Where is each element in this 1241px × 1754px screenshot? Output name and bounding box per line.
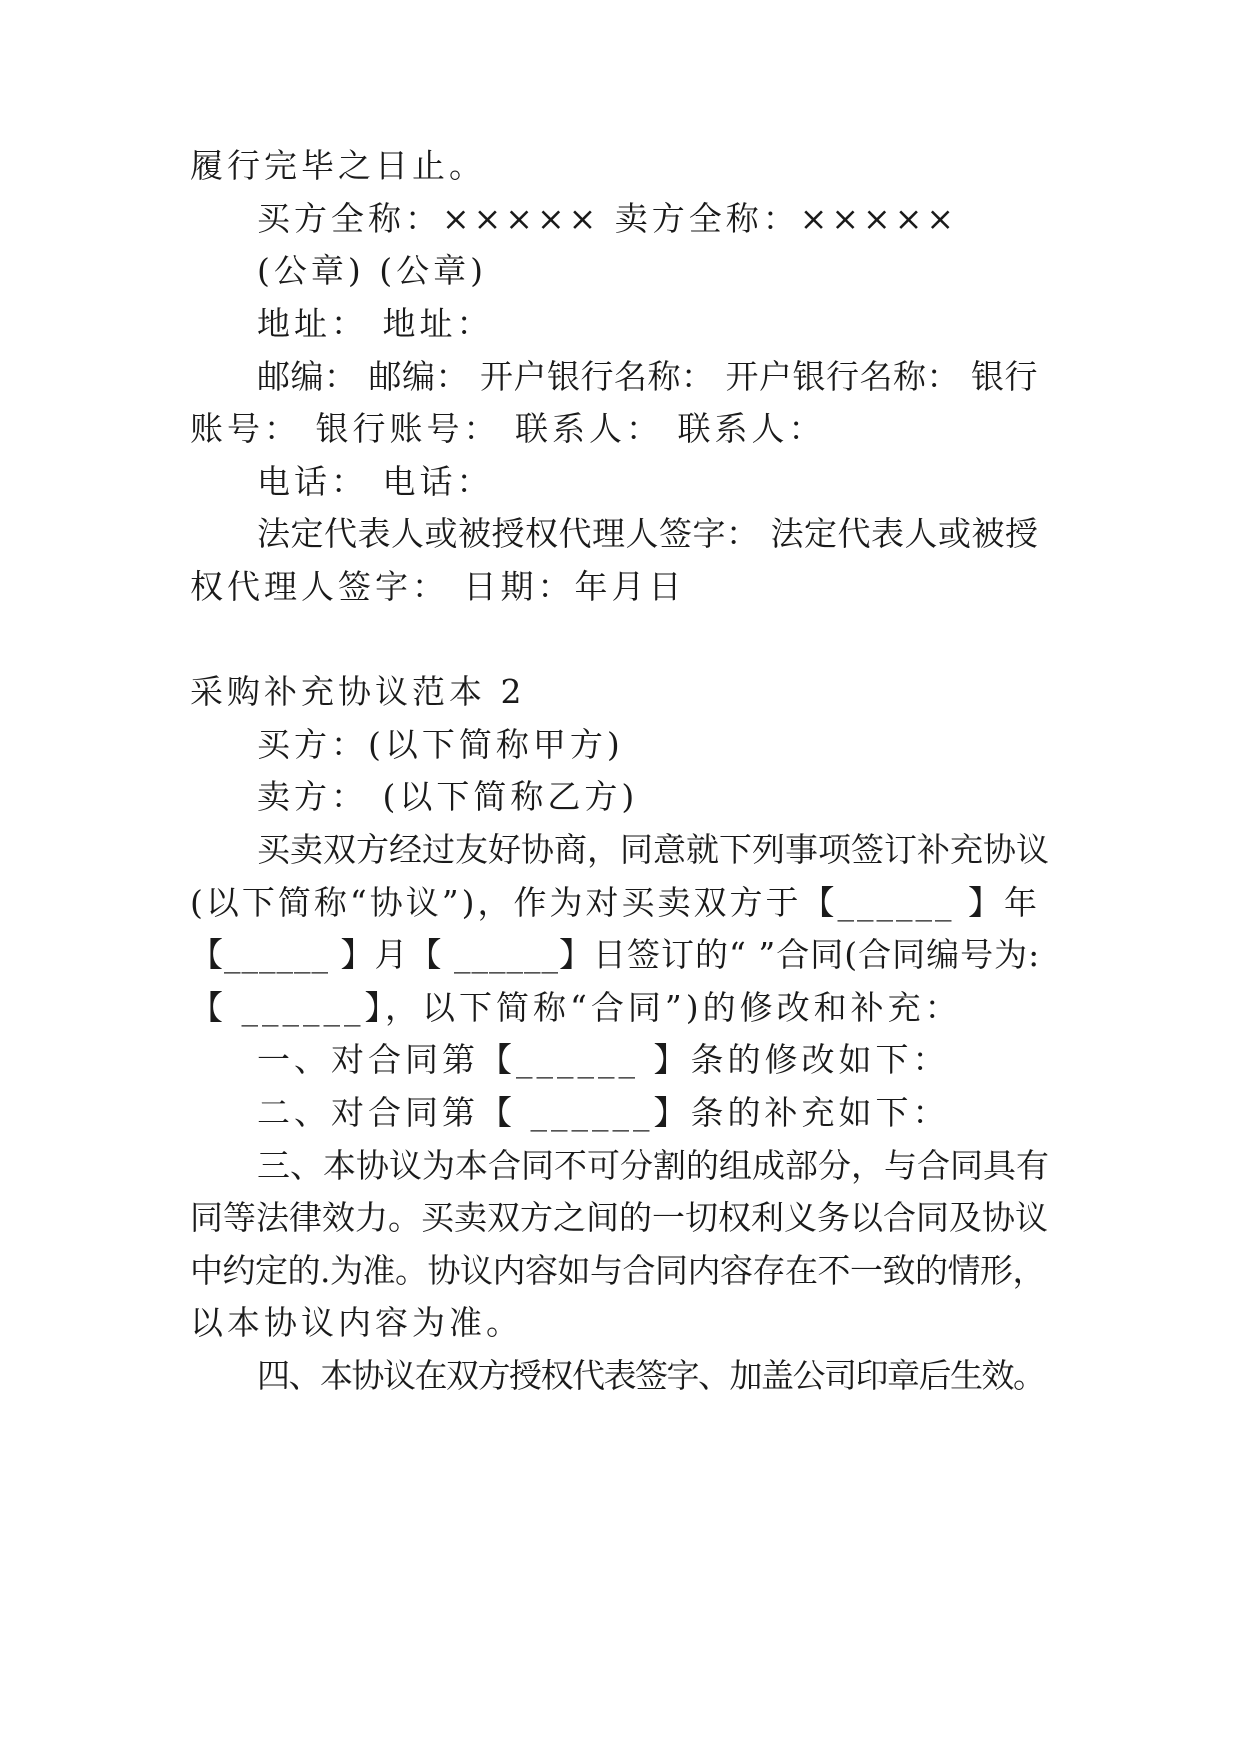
text-line: 三、本协议为本合同不可分割的组成部分，与合同具有 [257, 1146, 1049, 1185]
text-line: 账号： 银行账号： 联系人： 联系人： [190, 409, 826, 448]
text-line: 【______ 】月【 ______】日签订的“ ”合同(合同编号为: [190, 935, 1041, 974]
text-line: 履行完毕之日止。 [190, 146, 486, 185]
text-line: 法定代表人或被授权代理人签字： 法定代表人或被授 [257, 514, 1039, 553]
text-line: 中约定的.为准。协议内容如与合同内容存在不一致的情形， [190, 1251, 1045, 1290]
text-line: 【 ______】，以下简称“合同”)的修改和补充： [190, 988, 962, 1027]
text-line: 卖方： (以下简称乙方) [257, 777, 639, 816]
text-line: 权代理人签字： 日期：年月日 [190, 567, 686, 606]
text-line: 买方：(以下简称甲方) [257, 725, 624, 764]
section-heading: 采购补充协议范本 2 [190, 672, 526, 711]
text-line: (公章) (公章) [257, 251, 487, 290]
text-line: 以本协议内容为准。 [190, 1303, 523, 1342]
text-line: 邮编： 邮编： 开户银行名称： 开户银行名称： 银行 [257, 357, 1038, 396]
text-line: 一、对合同第【______ 】条的修改如下： [257, 1040, 950, 1079]
text-line: 地址： 地址： [257, 304, 494, 343]
text-line: (以下简称“协议”)，作为对买卖双方于【______ 】年 [190, 883, 1040, 922]
text-line: 买卖双方经过友好协商，同意就下列事项签订补充协议 [257, 830, 1049, 869]
text-line: 买方全称：××××× 卖方全称：××××× [257, 199, 958, 238]
text-line: 同等法律效力。买卖双方之间的一切权利义务以合同及协议 [190, 1198, 1048, 1237]
text-line: 电话： 电话： [257, 462, 494, 501]
text-line: 四、本协议在双方授权代表签字、加盖公司印章后生效。 [257, 1356, 1045, 1395]
text-line: 二、对合同第【 ______】条的补充如下： [257, 1093, 950, 1132]
